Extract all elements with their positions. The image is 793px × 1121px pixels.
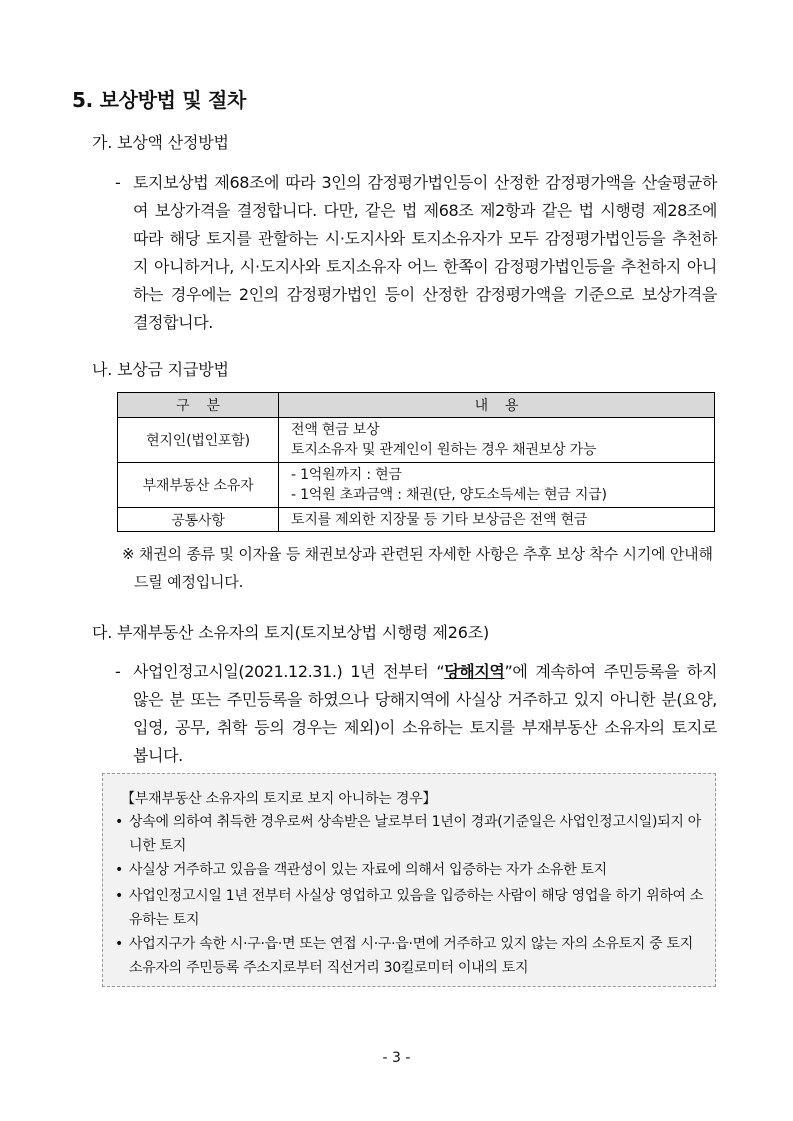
bullet-dot: • — [115, 936, 123, 952]
table-cell-label: 부재부동산 소유자 — [118, 463, 279, 508]
list-item-text: 상속에 의하여 취득한 경우로써 상속받은 날로부터 1년이 경과(기준일은 사업인정고시일)되지 아니한 토지 — [129, 814, 702, 854]
bullet-dot: • — [115, 814, 123, 830]
list-item — [115, 858, 705, 882]
table-cell-content — [279, 508, 715, 532]
list-item-text: 사실상 거주하고 있음을 객관성이 있는 자료에 의해서 입증하는 자가 소유한 토지 — [129, 862, 607, 878]
table-row — [118, 463, 715, 508]
table-cell-line: - 1억원 초과금액 : 채권(단, 양도소득세는 현금 지급) — [291, 487, 607, 503]
table-note: ※ 채권의 종류 및 이자율 등 채권보상과 관련된 자세한 사항은 추후 보상 착수 시기에 안내해 드릴 예정입니다. — [122, 545, 713, 591]
table-cell-label: 공통사항 — [118, 508, 279, 532]
text-fragment: 사업인정고시일(2021.12.31.) 1년 전부터 “ — [133, 662, 445, 681]
table-cell-line: 전액 현금 보상 — [291, 422, 380, 438]
paragraph-compensation-method: 토지보상법 제68조에 따라 3인의 감정평가법인등이 산정한 감정평가액을 산술평균하여 보상가격을 결정합니다. 다만, 같은 법 제68조 제2항과 같은 법 시행령 제28조에 따라 해당 토지를 관할하는 시·도지사와 토지소유자가 모두 감정평가법인등을 추천하지 아니하거나, 시·도지사와 토지소유자 어느 한쪽이 감정평가법인등을 추천하지 아니하는 경우에는 2인의 감정평가법인 등이 산정한 감정평가액을 기준으로 보상가격을 결정합니다. — [133, 173, 717, 332]
list-item — [115, 932, 705, 980]
paragraph-absentee-owner — [133, 658, 717, 770]
bullet-dash: - — [115, 662, 121, 681]
subsection-heading-ga: 가. 보상액 산정방법 — [92, 133, 229, 152]
table-header: 내 용 — [279, 393, 715, 418]
subsection-heading-da: 다. 부재부동산 소유자의 토지(토지보상법 시행령 제26조) — [92, 623, 489, 642]
list-item-text: 사업인정고시일 1년 전부터 사실상 영업하고 있음을 입증하는 사람이 해당 영업을 하기 위하여 소유하는 토지 — [129, 888, 704, 928]
table-cell-line: 토지를 제외한 지장물 등 기타 보상금은 전액 현금 — [291, 511, 588, 528]
table-row — [118, 418, 715, 463]
bullet-dot: • — [115, 888, 123, 904]
list-item — [115, 884, 705, 932]
table-header-row — [118, 393, 715, 418]
table-header: 구 분 — [118, 393, 279, 418]
text-fragment: ”에 계속하여 주민등록을 하지 않은 분 또는 주민등록을 하였으나 당해지역에 사실상 거주하고 있지 아니한 분(요양, 입영, 공무, 취학 등의 경우는 제외)이 소유하는 토지를 부재부동산 소유자의 토지로 봅니다. — [133, 662, 717, 765]
payment-table — [117, 392, 715, 532]
box-title: 【부재부동산 소유자의 토지로 보지 아니하는 경우】 — [121, 791, 437, 807]
bullet-dash: - — [115, 173, 121, 192]
emphasis-text: 당해지역 — [444, 662, 505, 681]
page-number: - 3 - — [382, 1050, 411, 1066]
list-item — [115, 810, 705, 858]
table-cell-line: 토지소유자 및 관계인이 원하는 경우 채권보상 가능 — [291, 442, 597, 458]
exception-box — [102, 773, 716, 987]
table-cell-content — [279, 418, 715, 463]
table-cell-content — [279, 463, 715, 508]
table-row — [118, 508, 715, 532]
subsection-heading-na: 나. 보상금 지급방법 — [92, 360, 229, 379]
table-cell-label: 현지인(법인포함) — [118, 418, 279, 463]
bullet-dot: • — [115, 862, 123, 878]
table-cell-line: - 1억원까지 : 현금 — [291, 467, 402, 483]
list-item-text: 사업지구가 속한 시·구·읍·면 또는 연접 시·구·읍·면에 거주하고 있지 않는 자의 소유토지 중 토지소유자의 주민등록 주소지로부터 직선거리 30킬로미터 이내의 토지 — [129, 936, 693, 976]
section-title: 5. 보상방법 및 절차 — [72, 88, 247, 112]
